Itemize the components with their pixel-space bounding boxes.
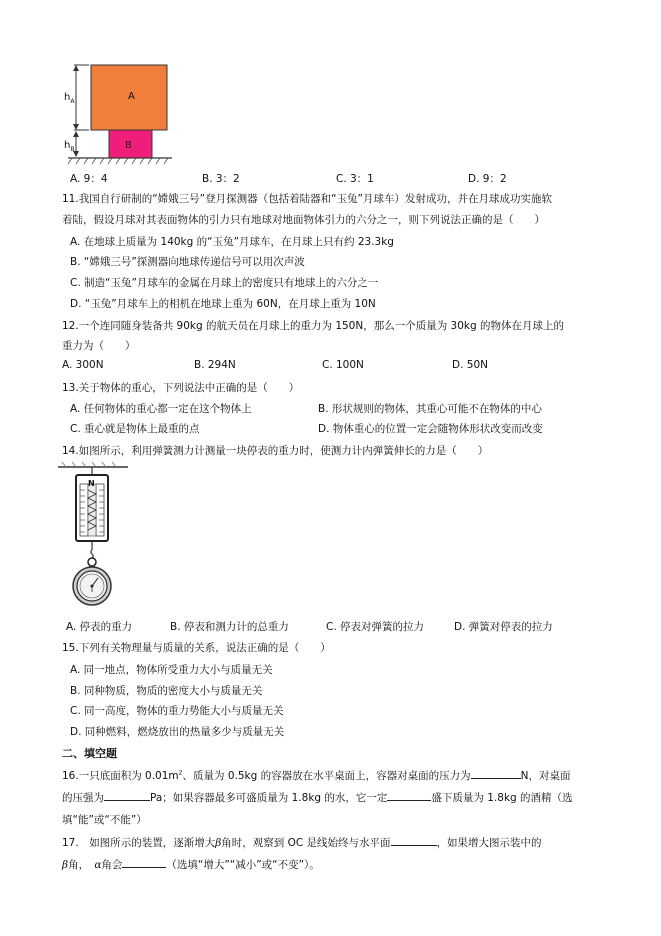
block-a-label: A (128, 91, 135, 102)
q11-option-d[interactable]: D. “玉兔”月球车上的相机在地球上重为 60N，在月球上重为 10N (70, 298, 376, 310)
q15-option-a[interactable]: A. 同一地点，物体所受重力大小与质量无关 (70, 664, 273, 676)
height-b-label: $h_B$ (64, 140, 75, 153)
q15-option-c[interactable]: C. 同一高度，物体的重力势能大小与质量无关 (70, 705, 284, 717)
q11-option-c[interactable]: C. 制造“玉兔”月球车的金属在月球上的密度只有地球上的六分之一 (70, 277, 379, 289)
q17-blank-2[interactable] (122, 858, 166, 868)
q11-stem-line1: 11.我国自行研制的“嫦娥三号”登月探测器（包括着陆器和“玉兔”月球车）发射成功，并在月球成功实施软 (62, 193, 552, 205)
q11-stem-line2: 着陆，假设月球对其表面物体的引力只有地球对地面物体引力的六分之一，则下列说法正确的是（ ） (62, 214, 545, 226)
q16-blank-1[interactable] (471, 769, 521, 779)
q10-option-c[interactable]: C. 3：1 (336, 173, 374, 185)
q16-blank-3[interactable] (387, 791, 431, 801)
q12-option-d[interactable]: D. 50N (452, 359, 488, 371)
q17-blank-1[interactable] (391, 836, 437, 846)
q10-option-a[interactable]: A. 9：4 (70, 173, 108, 185)
q12-stem-line1: 12.一个连同随身装备共 90kg 的航天员在月球上的重力为 150N，那么一个质量为 30kg 的物体在月球上的 (62, 320, 564, 332)
q13-option-a[interactable]: A. 任何物体的重心都一定在这个物体上 (70, 403, 252, 415)
q14-stem: 14.如图所示，利用弹簧测力计测量一块停表的重力时，使测力计内弹簧伸长的力是（ ） (62, 445, 489, 457)
q11-option-a[interactable]: A. 在地球上质量为 140kg 的“玉兔”月球车，在月球上只有约 23.3kg (70, 236, 394, 248)
q13-stem: 13.关于物体的重心，下列说法中正确的是（ ） (62, 382, 300, 394)
q17-line1: 17. 如图所示的装置，逐渐增大β角时，观察到 OC 是线始终与水平面 ，如果增大图示装中的 (62, 837, 542, 849)
q16-blank-2[interactable] (104, 791, 150, 801)
height-a-label: $h_A$ (64, 92, 75, 105)
q12-option-c[interactable]: C. 100N (322, 359, 364, 371)
q14-option-b[interactable]: B. 停表和测力计的总重力 (170, 621, 289, 633)
q15-option-b[interactable]: B. 同种物质，物质的密度大小与质量无关 (70, 685, 263, 697)
blocks-figure (60, 58, 180, 166)
block-b-label: B (125, 140, 132, 151)
q14-option-c[interactable]: C. 停表对弹簧的拉力 (326, 621, 425, 633)
section-fill-blank-heading: 二、填空题 (62, 747, 117, 760)
q13-option-d[interactable]: D. 物体重心的位置一定会随物体形状改变而改变 (318, 423, 543, 435)
q13-option-c[interactable]: C. 重心就是物体上最重的点 (70, 423, 200, 435)
q15-stem: 15.下列有关物理量与质量的关系，说法正确的是（ ） (62, 642, 331, 654)
q14-option-a[interactable]: A. 停表的重力 (66, 621, 133, 633)
q17-line2: β角， α角会 （选填“增大”“减小”或“不变”）。 (62, 859, 320, 871)
q13-option-b[interactable]: B. 形状规则的物体，其重心可能不在物体的中心 (318, 403, 542, 415)
q16-line3: 填“能”或“不能”） (62, 814, 147, 826)
q12-option-b[interactable]: B. 294N (194, 359, 236, 371)
q12-stem-line2: 重力为（ ） (62, 340, 136, 352)
q15-option-d[interactable]: D. 同种燃料，燃烧放出的热量多少与质量无关 (70, 726, 285, 738)
q11-option-b[interactable]: B. “嫦娥三号”探测器向地球传递信号可以用次声波 (70, 256, 305, 268)
q16-line2: 的压强为 Pa；如果容器最多可盛质量为 1.8kg 的水，它一定 盛下质量为 1.8kg 的酒精（选 (62, 792, 573, 804)
q12-option-a[interactable]: A. 300N (62, 359, 104, 371)
q10-option-d[interactable]: D. 9：2 (468, 173, 507, 185)
q16-line1: 16.一只底面积为 $0.01m^2$、质量为 0.5kg 的容器放在水平桌面上，容器对桌面的压力为 N，对桌面 (62, 769, 571, 782)
q10-option-b[interactable]: B. 3：2 (202, 173, 240, 185)
scale-unit-letter: N (88, 479, 95, 488)
q14-option-d[interactable]: D. 弹簧对停表的拉力 (454, 621, 553, 633)
